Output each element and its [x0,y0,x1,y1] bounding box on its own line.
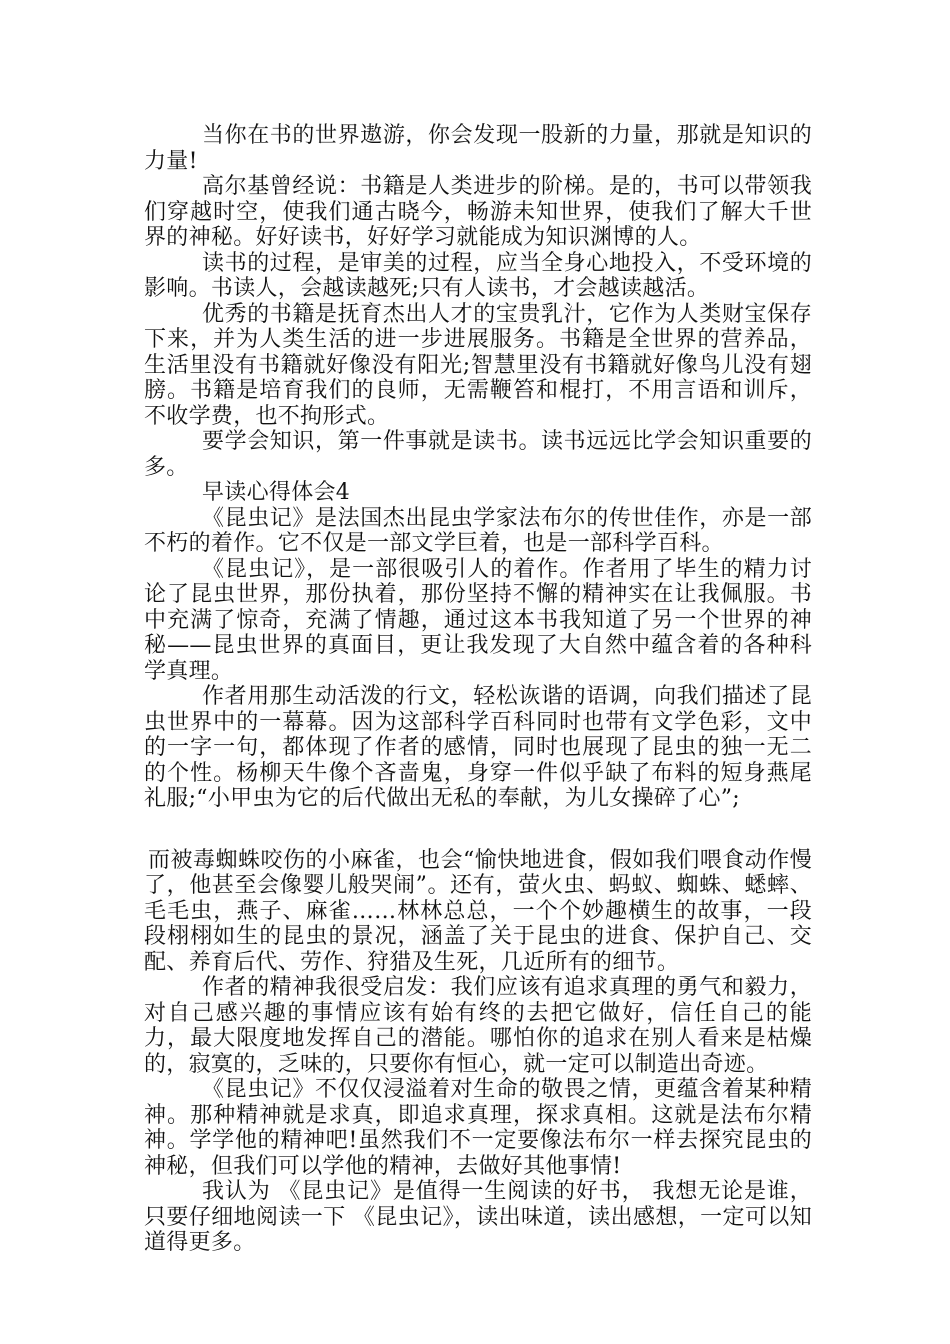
paragraph: 当你在书的世界遨游，你会发现一股新的力量，那就是知识的力量! [144,123,812,174]
paragraph: 读书的过程，是审美的过程，应当全身心地投入，不受环境的影响。书读人，会越读越死;只有人读书，才会越读越活。 [144,250,812,301]
paragraph: 我认为 《昆虫记》是值得一生阅读的好书， 我想无论是谁，只要仔细地阅读一下 《昆虫记》，读出味道，读出感想，一定可以知道得更多。 [144,1179,812,1255]
paragraph: 作者的精神我很受启发：我们应该有追求真理的勇气和毅力，对自己感兴趣的事情应该有始有终的去把它做好，信任自己的能力，最大限度地发挥自己的潜能。哪怕你的追求在别人看来是枯燥的，寂寞的，乏味的，只要你有恒心，就一定可以制造出奇迹。 [144,975,812,1077]
paragraph: 作者用那生动活泼的行文，轻松诙谐的语调，向我们描述了昆虫世界中的一幕幕。因为这部科学百科同时也带有文学色彩，文中的一字一句，都体现了作者的感情，同时也展现了昆虫的独一无二的个性。杨柳天牛像个吝啬鬼，身穿一件似乎缺了布料的短身燕尾礼服;“小甲虫为它的后代做出无私的奉献，为儿女操碎了心”; [144,684,812,811]
section-heading: 早读心得体会4 [202,480,351,505]
paragraph: 要学会知识，第一件事就是读书。读书远远比学会知识重要的多。 [144,429,812,480]
paragraph: 《昆虫记》是法国杰出昆虫学家法布尔的传世佳作，亦是一部不朽的着作。它不仅是一部文学巨着，也是一部科学百科。 [144,505,812,556]
document-body [144,123,812,1256]
blank-gap [144,812,812,848]
paragraph: 高尔基曾经说：书籍是人类进步的阶梯。是的，书可以带领我们穿越时空，使我们通古晓今，畅游未知世界，使我们了解大千世界的神秘。好好读书，好好学习就能成为知识渊博的人。 [144,174,812,250]
paragraph-continued: 而被毒蜘蛛咬伤的小麻雀，也会“愉快地进食，假如我们喂食动作慢了，他甚至会像婴儿般哭闹”。还有，萤火虫、蚂蚁、蜘蛛、蟋蟀、毛毛虫，燕子、麻雀……林林总总，一个个妙趣横生的故事，一段段栩栩如生的昆虫的景况，涵盖了关于昆虫的进食、保护自己、交配、养育后代、劳作、狩猎及生死，几近所有的细节。 [144,847,812,975]
paragraph: 《昆虫记》，是一部很吸引人的着作。作者用了毕生的精力讨论了昆虫世界，那份执着，那份坚持不懈的精神实在让我佩服。书中充满了惊奇，充满了情趣，通过这本书我知道了另一个世界的神秘——昆虫世界的真面目，更让我发现了大自然中蕴含着的各种科学真理。 [144,556,812,684]
paragraph: 优秀的书籍是抚育杰出人才的宝贵乳汁，它作为人类财宝保存下来，并为人类生活的进一步进展服务。书籍是全世界的营养品，生活里没有书籍就好像没有阳光;智慧里没有书籍就好像鸟儿没有翅膀。书籍是培育我们的良师，无需鞭笞和棍打，不用言语和训斥，不收学费，也不拘形式。 [144,301,812,429]
paragraph: 《昆虫记》不仅仅浸溢着对生命的敬畏之情，更蕴含着某种精神。那种精神就是求真，即追求真理，探求真相。这就是法布尔精神。学学他的精神吧!虽然我们不一定要像法布尔一样去探究昆虫的神秘，但我们可以学他的精神，去做好其他事情! [144,1077,812,1179]
